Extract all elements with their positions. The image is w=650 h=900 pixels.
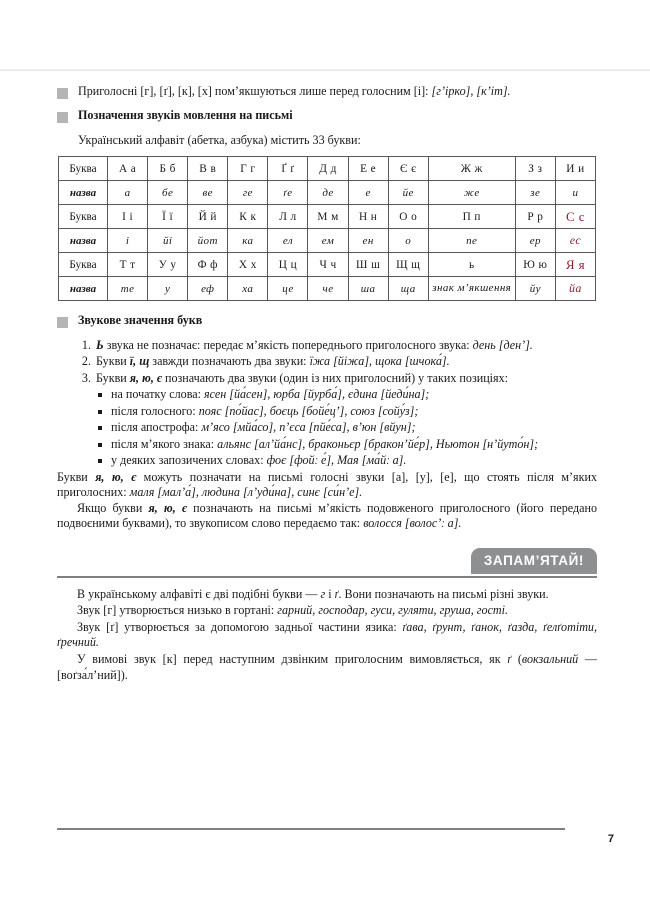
alphabet-name-cell: йа [555,277,595,301]
alphabet-letter-cell: В в [188,157,228,181]
text-run: ґ [334,586,339,601]
alphabet-letter-cell: Й й [188,205,228,229]
text-run: ( [511,652,522,666]
alphabet-name-cell: йу [515,277,555,301]
text-run: . Вони позначають на письмі різні звуки. [338,586,549,601]
page-number: 7 [607,833,614,845]
alphabet-name-row [59,277,596,301]
remember-header [57,548,597,578]
alphabet-name-cell: бе [148,181,188,205]
alphabet-letter-cell: З з [515,157,555,181]
alphabet-letter-cell: І і [108,205,148,229]
text-run: Ь [96,337,104,352]
alphabet-name-cell: ґе [268,181,308,205]
alphabet-letter-cell: П п [428,205,515,229]
alphabet-letter-cell: Б б [148,157,188,181]
text-run: Букви [57,469,96,484]
text-run: ї, щ [129,354,150,369]
text-run: Звук [г] утворюється низько в гортані: [77,603,278,618]
alphabet-lead-text: Український алфавіт (абетка, азбука) містить 33 букви: [78,132,361,147]
alphabet-name-row [59,181,596,205]
rule-sublist [96,387,597,469]
alphabet-name-cell: йі [148,229,188,253]
text-run: завжди позначають два звуки: [149,354,310,369]
remember-badge: ЗАПАМ’ЯТАЙ! [471,548,597,574]
text-run: ґава, ґрунт, ґанок, ґазда, ґелґотіти, ґречний. [57,619,597,650]
rule-item [94,354,597,370]
alphabet-name-cell: йот [188,229,228,253]
text-run: день [ден’]. [472,337,533,352]
alphabet-name-cell: а [108,181,148,205]
text-run: гарний, господар, гуси, гуляти, груша, гості. [277,603,509,618]
text-run: після апострофа: [111,420,202,435]
alphabet-letter-cell: Ц ц [268,253,308,277]
alphabet-letter-cell: Ч ч [308,253,348,277]
text-run: м’ясо [мйа́со], п’єса [пйе́са], в’юн [вйун]; [201,420,416,435]
alphabet-letter-cell: Т т [108,253,148,277]
rule-subitem [96,420,597,436]
remember-paragraph [57,652,597,683]
page-content [57,84,597,684]
text-run: У вимові звук [к] перед наступним дзвінким приголосним вимовляється, як [77,652,508,666]
text-run: пояс [по́йас], боєць [бойе́ц’], союз [сойу́з]; [198,403,419,418]
text-run: на початку слова: [111,387,205,402]
text-run: після м’якого знака: [111,436,218,451]
alphabet-name-row [59,229,596,253]
text-run: можуть позначати на письмі голосні звуки [а], [у], [е], що стоять після м’яких приголосних: [57,469,597,500]
alphabet-letter-cell: Є є [388,157,428,181]
alphabet-name-cell: ка [228,229,268,253]
remember-paragraph [57,587,597,603]
alphabet-letter-cell: И и [555,157,595,181]
square-bullet-icon [57,88,68,99]
text-run: я, ю, є [129,370,162,385]
alphabet-letter-row [59,157,596,181]
alphabet-name-cell: е [348,181,388,205]
alphabet-name-cell: и [555,181,595,205]
alphabet-name-cell: ер [515,229,555,253]
alphabet-letter-cell: Д д [308,157,348,181]
alphabet-letter-cell: Е е [348,157,388,181]
alphabet-table [58,156,596,301]
alphabet-name-cell: ща [388,277,428,301]
alphabet-name-cell: ге [228,181,268,205]
alphabet-letter-cell: Р р [515,205,555,229]
alphabet-letter-cell: ь [428,253,515,277]
text-run: В українському алфавіті є дві подібні букви — [77,586,321,601]
alphabet-letter-cell: Ж ж [428,157,515,181]
row-header-letter: Буква [59,205,108,229]
text-run: маля [мал’а́], людина [л’уди́на], синє [си́н’е]. [129,485,363,500]
alphabet-letter-row [59,205,596,229]
alphabet-letter-cell: Ї ї [148,205,188,229]
alphabet-letter-cell: Щ щ [388,253,428,277]
alphabet-name-cell: зе [515,181,555,205]
consonants-note-block [57,84,597,99]
spacer [57,301,597,313]
square-bullet-icon [57,112,68,123]
page-top-divider [0,69,650,71]
text-run: звука не позначає: передає м’якість попереднього приголосного звука: [103,337,473,352]
page-bottom-divider [57,828,565,830]
sound-value-rules-list [57,338,597,469]
alphabet-name-cell: те [108,277,148,301]
row-header-letter: Буква [59,253,108,277]
alphabet-name-cell: йе [388,181,428,205]
text-run: альянс [ал’йа́нс], браконьєр [бракон’йе́р], Ньютон [н’йуто́н]; [217,436,539,451]
consonants-note-text [78,84,597,99]
text-run: фоє [фойː е́], Мая [ма́йː а]. [266,453,407,468]
remember-paragraph [57,603,597,619]
alphabet-letter-cell: Л л [268,205,308,229]
alphabet-letter-cell: К к [228,205,268,229]
consonants-note-plain: Приголосні [г], [ґ], [к], [х] пом’якшуються лише перед голосним [і]: [78,84,432,98]
alphabet-name-cell: о [388,229,428,253]
alphabet-name-cell: ел [268,229,308,253]
square-bullet-icon [57,317,68,328]
remember-body [57,587,597,684]
text-run: я, ю, є [148,500,187,515]
sound-value-heading: Звукове значення букв [78,313,203,328]
row-header-name: назва [59,229,108,253]
alphabet-name-cell: це [268,277,308,301]
rule-subitem [96,387,597,403]
text-run: ґ [507,652,512,666]
alphabet-name-cell: знак м’якшення [428,277,515,301]
text-run: волосся [волос’ː а]. [363,516,462,531]
sound-value-heading-block [57,313,597,328]
body-paragraph [57,470,597,501]
text-run: Букви [96,370,130,385]
alphabet-table-body [59,157,596,301]
alphabet-letter-cell: О о [388,205,428,229]
alphabet-name-cell: ем [308,229,348,253]
remember-paragraph [57,620,597,651]
alphabet-letter-cell: Ш ш [348,253,388,277]
alphabet-name-cell: же [428,181,515,205]
text-run: Звук [ґ] утворюється за допомогою задньої частини язика: [77,619,403,634]
alphabet-section-heading: Позначення звуків мовлення на письмі [78,108,293,123]
alphabet-letter-cell: У у [148,253,188,277]
text-run: позначають два звуки (один із них приголосний) у таких позиціях: [161,370,509,385]
alphabet-name-cell: еф [188,277,228,301]
text-run: їжа [йіжа], щока [шчока́]. [309,354,450,369]
text-run: позначають на письмі м’якість подовженого приголосного (його передано подвоєними буквами), то звукописом слово передаємо так: [57,500,597,531]
alphabet-name-cell: пе [428,229,515,253]
text-run: Якщо букви [77,500,149,515]
alphabet-name-cell: ес [555,229,595,253]
text-run: г [320,586,326,601]
text-run: у деяких запозичених словах: [111,453,267,468]
alphabet-letter-row [59,253,596,277]
alphabet-name-cell: ве [188,181,228,205]
alphabet-name-cell: ен [348,229,388,253]
alphabet-letter-cell: М м [308,205,348,229]
row-header-letter: Буква [59,157,108,181]
alphabet-letter-cell: Г г [228,157,268,181]
row-header-name: назва [59,181,108,205]
text-run: і [325,586,335,601]
text-run: ясен [йа́сен], юрба [йурба́], єдина [йеди́на]; [204,387,430,402]
alphabet-name-cell: ха [228,277,268,301]
rule-subitem [96,404,597,420]
text-run: — [воґза́л’ний]). [57,652,598,682]
alphabet-name-cell: че [308,277,348,301]
text-run: вокзальний [521,652,579,666]
alphabet-letter-cell: Я я [555,253,595,277]
alphabet-name-cell: у [148,277,188,301]
text-run: Букви [96,354,130,369]
rule-subitem [96,453,597,469]
rule-item [94,338,597,354]
rule-item [94,371,597,469]
remember-top-divider [57,576,597,578]
alphabet-letter-cell: Н н [348,205,388,229]
text-run: я, ю, є [95,469,137,484]
consonants-note-transcription: [г’ірко], [к’іт]. [431,84,511,98]
alphabet-letter-cell: Ґ ґ [268,157,308,181]
alphabet-letter-cell: Ю ю [515,253,555,277]
alphabet-name-cell: ша [348,277,388,301]
row-header-name: назва [59,277,108,301]
alphabet-letter-cell: Х х [228,253,268,277]
body-paragraph [57,501,597,532]
alphabet-name-cell: де [308,181,348,205]
rule-subitem [96,437,597,453]
alphabet-letter-cell: С с [555,205,595,229]
alphabet-letter-cell: Ф ф [188,253,228,277]
alphabet-letter-cell: А а [108,157,148,181]
sound-value-paragraphs [57,470,597,532]
text-run: після голосного: [111,403,199,418]
alphabet-name-cell: і [108,229,148,253]
alphabet-section-heading-block [57,108,597,123]
